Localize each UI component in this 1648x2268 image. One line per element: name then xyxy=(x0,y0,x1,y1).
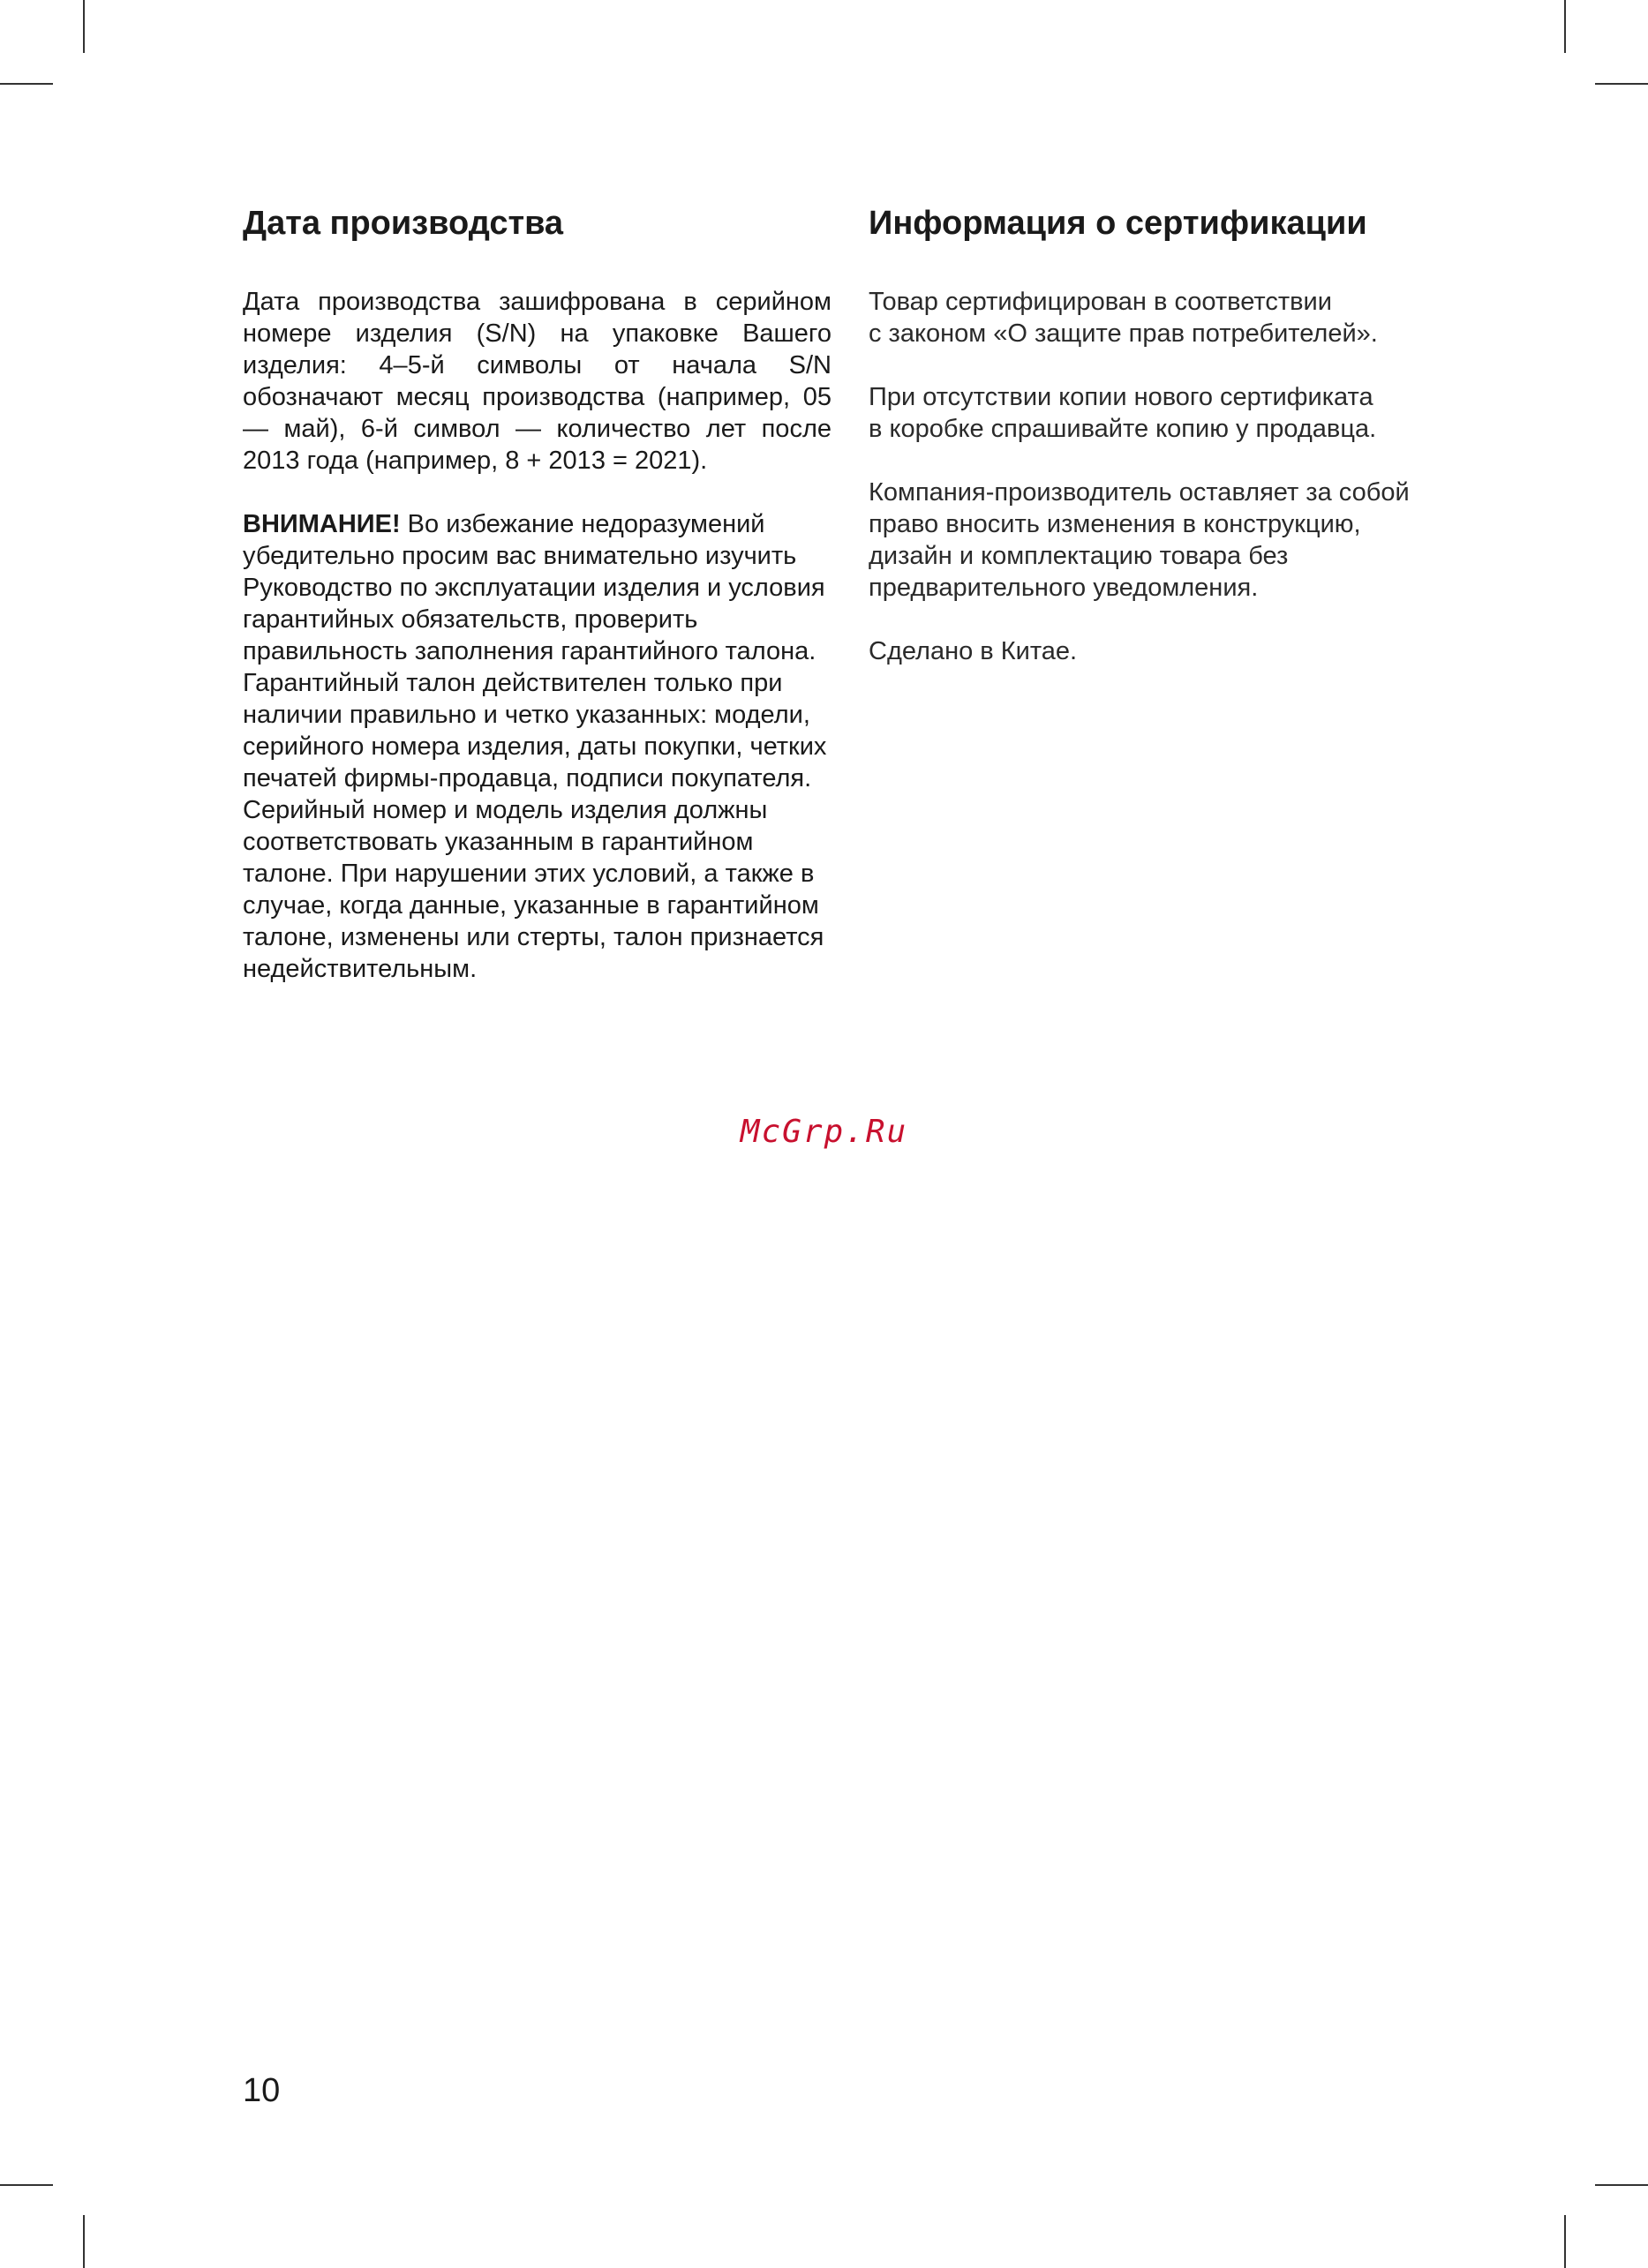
production-date-column xyxy=(243,203,832,1017)
certification-column xyxy=(869,203,1434,699)
certificate-copy-paragraph xyxy=(869,381,1434,445)
certification-line-2: с законом «О защите прав потребителей». xyxy=(869,319,1378,348)
crop-mark-top-right xyxy=(1564,0,1566,53)
crop-mark-bottom-right-h xyxy=(1595,2184,1648,2186)
page-number: 10 xyxy=(243,2072,281,2109)
watermark: McGrp.Ru xyxy=(740,1114,908,1150)
production-date-paragraph: Дата производства зашифрована в серийном номере изделия (S/N) на упаковке Вашего изделия: 4–5-й символы от начала S/N обозначают месяц производства (например, 05 — май), 6-й символ — количество лет после 2013 года (например, 8 + 2013 = 2021). xyxy=(243,288,832,475)
certification-heading: Информация о сертификации xyxy=(869,205,1367,242)
warning-label: ВНИМАНИЕ! xyxy=(243,510,401,538)
crop-mark-bottom-right xyxy=(1564,2215,1566,2268)
production-date-heading: Дата производства xyxy=(243,205,564,242)
crop-mark-bottom-left-h xyxy=(0,2184,53,2186)
made-in-paragraph: Сделано в Китае. xyxy=(869,637,1078,665)
manufacturer-rights-paragraph: Компания-производитель оставляет за собой право вносить изменения в конструкцию, дизайн и комплектацию товара без предварительного уведомления. xyxy=(869,478,1410,602)
certification-line-1: Товар сертифицирован в соответствии xyxy=(869,288,1332,316)
crop-mark-top-left-h xyxy=(0,83,53,85)
certification-paragraph xyxy=(869,286,1434,349)
crop-mark-top-right-h xyxy=(1595,83,1648,85)
certificate-copy-line-2: в коробке спрашивайте копию у продавца. xyxy=(869,415,1377,443)
crop-mark-bottom-left xyxy=(83,2215,85,2268)
warning-paragraph xyxy=(243,508,832,985)
crop-mark-top-left xyxy=(83,0,85,53)
certificate-copy-line-1: При отсутствии копии нового сертификата xyxy=(869,383,1373,411)
warning-text: Во избежание недоразумений убедительно просим вас внимательно изучить Руководство по эксплуатации изделия и условия гарантийных обязательств, проверить правильность заполнения гарантийного талона. Гарантийный талон действителен только при наличии правильно и четко указанных: модели, серийного номера изделия, даты покупки, четких печатей фирмы-продавца, подписи покупателя. Серийный номер и модель изделия должны соответствовать указанным в гарантийном талоне. При нарушении этих условий, а также в случае, когда данные, указанные в гарантийном талоне, изменены или стерты, талон признается недействительным. xyxy=(243,510,827,983)
